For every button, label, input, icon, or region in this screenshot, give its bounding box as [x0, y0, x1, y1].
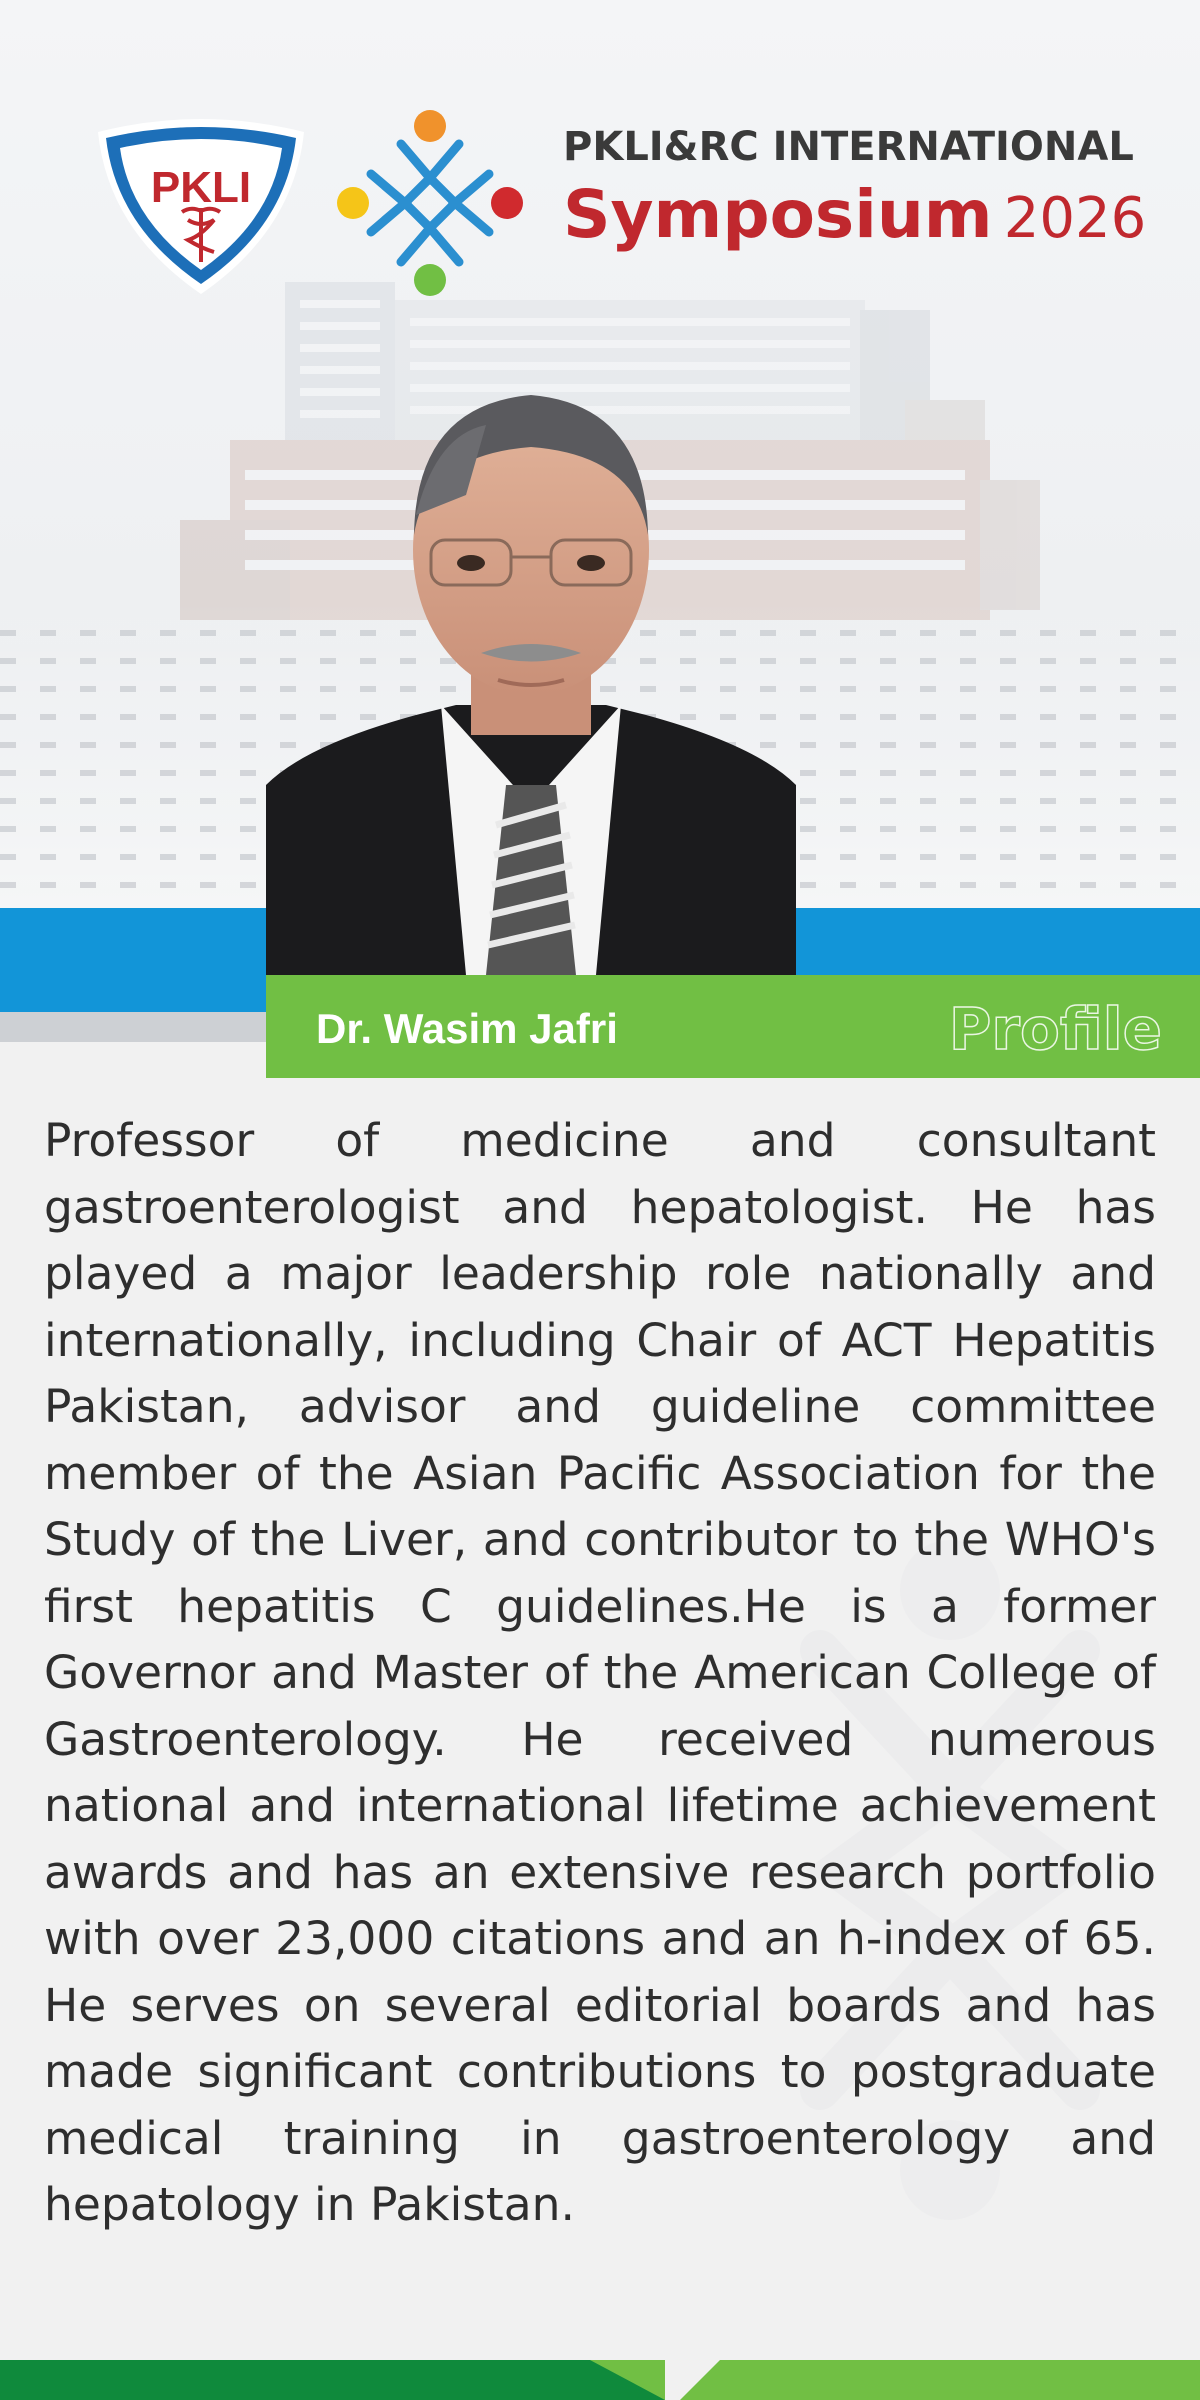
speaker-photo	[266, 385, 796, 975]
footer-bar	[0, 2360, 1200, 2400]
dot-yellow-icon	[337, 187, 369, 219]
speaker-name: Dr. Wasim Jafri	[316, 1005, 618, 1052]
profile-label: Profile	[948, 995, 1162, 1063]
dot-orange-icon	[414, 110, 446, 142]
dot-green-icon	[414, 264, 446, 296]
event-title-line2	[563, 176, 1146, 253]
dot-red-icon	[491, 187, 523, 219]
grey-strip	[0, 1012, 270, 1042]
symposium-logo	[335, 108, 525, 298]
event-title-year: 2026	[1003, 186, 1147, 251]
pkli-logo-text: PKLI	[150, 163, 252, 212]
speaker-bio: Professor of medicine and consultant gastroenterologist and hepatologist. He has played a major leadership role nationally and internationally, including Chair of ACT Hepatitis Pakistan, advisor and guideline committee member of the Asian Pacific Association for the Study of the Liver, and contributor to the WHO's first hepatitis C guidelines.He is a former Governor and Master of the American College of Gastroenterology. He received numerous national and international lifetime achievement awards and has an extensive research portfolio with over 23,000 citations and an h-index of 65. He serves on several editorial boards and has made significant contributions to postgraduate medical training in gastroenterology and hepatology in Pakistan.	[44, 1114, 1156, 2231]
event-title-line1: PKLI&RC INTERNATIONAL	[563, 124, 1134, 170]
pkli-logo	[90, 112, 312, 302]
name-bar	[266, 975, 1200, 1078]
event-title-word: Symposium	[563, 176, 993, 253]
